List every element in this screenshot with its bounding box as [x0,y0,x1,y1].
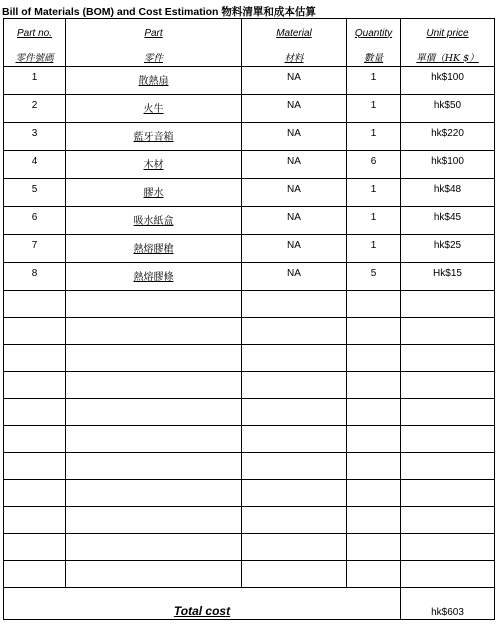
empty-cell [242,507,347,534]
empty-cell [347,345,401,372]
total-value: hk$603 [401,588,495,620]
table-row [4,179,495,207]
empty-cell [401,561,495,588]
quantity-cell: 1 [347,95,401,123]
header-quantity-zh: 數量 [347,47,401,67]
empty-cell [4,399,66,426]
total-row [4,588,495,620]
part-name-cell: 藍牙音箱 [66,123,242,151]
header-unit-price: Unit price [401,19,495,48]
header-material: Material [242,19,347,48]
document-title: Bill of Materials (BOM) and Cost Estimation 物料清單和成本估算 [2,6,316,18]
empty-cell [347,507,401,534]
empty-cell [401,372,495,399]
empty-cell [4,345,66,372]
empty-cell [242,318,347,345]
unit-price-cell: hk$100 [401,151,495,179]
table-row [4,67,495,95]
empty-cell [347,534,401,561]
empty-cell [66,480,242,507]
empty-cell [347,480,401,507]
table-row [4,235,495,263]
empty-cell [347,453,401,480]
empty-cell [401,318,495,345]
empty-cell [66,399,242,426]
part-name-cell: 火牛 [66,95,242,123]
material-cell: NA [242,179,347,207]
quantity-cell: 1 [347,179,401,207]
part-no-cell: 7 [4,235,66,263]
empty-cell [242,426,347,453]
part-no-cell: 2 [4,95,66,123]
empty-row [4,345,495,372]
empty-cell [4,507,66,534]
empty-cell [401,426,495,453]
part-name-cell: 木材 [66,151,242,179]
empty-cell [347,399,401,426]
unit-price-cell: hk$25 [401,235,495,263]
part-name-cell: 吸水紙盒 [66,207,242,235]
part-name-cell: 熱熔膠槍 [66,235,242,263]
empty-row [4,480,495,507]
empty-cell [4,318,66,345]
header-part-zh: 零件 [66,47,242,67]
material-cell: NA [242,151,347,179]
empty-row [4,561,495,588]
unit-price-cell: hk$50 [401,95,495,123]
empty-cell [401,399,495,426]
empty-row [4,318,495,345]
empty-cell [347,291,401,318]
empty-cell [66,507,242,534]
empty-cell [242,291,347,318]
header-part: Part [66,19,242,48]
material-cell: NA [242,123,347,151]
empty-cell [66,372,242,399]
empty-cell [4,453,66,480]
empty-row [4,291,495,318]
part-no-cell: 6 [4,207,66,235]
empty-cell [4,534,66,561]
table-row [4,123,495,151]
material-cell: NA [242,207,347,235]
empty-cell [401,480,495,507]
empty-cell [66,561,242,588]
quantity-cell: 1 [347,123,401,151]
unit-price-cell: hk$45 [401,207,495,235]
total-label-cell [4,588,401,620]
empty-cell [4,561,66,588]
empty-row [4,426,495,453]
empty-cell [4,426,66,453]
empty-row [4,534,495,561]
empty-cell [401,507,495,534]
material-cell: NA [242,95,347,123]
table-row [4,263,495,291]
empty-cell [66,426,242,453]
empty-row [4,399,495,426]
unit-price-cell: Hk$15 [401,263,495,291]
table-row [4,95,495,123]
unit-price-cell: hk$48 [401,179,495,207]
empty-cell [242,372,347,399]
part-no-cell: 1 [4,67,66,95]
bom-table [3,18,495,620]
table-row [4,151,495,179]
empty-cell [401,453,495,480]
empty-cell [66,345,242,372]
empty-cell [66,534,242,561]
part-name-cell: 膠水 [66,179,242,207]
empty-row [4,372,495,399]
empty-cell [401,291,495,318]
empty-cell [242,399,347,426]
part-no-cell: 3 [4,123,66,151]
header-row-english [4,19,495,48]
quantity-cell: 1 [347,207,401,235]
unit-price-cell: hk$100 [401,67,495,95]
empty-cell [347,561,401,588]
empty-cell [347,318,401,345]
empty-row [4,453,495,480]
quantity-cell: 1 [347,235,401,263]
material-cell: NA [242,67,347,95]
material-cell: NA [242,263,347,291]
empty-cell [347,426,401,453]
part-no-cell: 5 [4,179,66,207]
empty-cell [347,372,401,399]
empty-cell [66,453,242,480]
header-quantity: Quantity [347,19,401,48]
empty-cell [4,480,66,507]
empty-cell [242,345,347,372]
empty-cell [401,345,495,372]
quantity-cell: 6 [347,151,401,179]
empty-cell [4,291,66,318]
header-part-no-zh: 零件號碼 [4,47,66,67]
empty-cell [66,318,242,345]
header-unit-price-zh: 單價（HK $） [401,47,495,67]
part-no-cell: 4 [4,151,66,179]
total-label: Total cost [173,604,231,618]
quantity-cell: 5 [347,263,401,291]
part-name-cell: 散熱扇 [66,67,242,95]
empty-cell [242,453,347,480]
empty-cell [401,534,495,561]
part-name-cell: 熱熔膠條 [66,263,242,291]
empty-row [4,507,495,534]
unit-price-cell: hk$220 [401,123,495,151]
header-row-chinese [4,47,495,67]
empty-cell [242,480,347,507]
empty-cell [4,372,66,399]
empty-cell [242,534,347,561]
empty-cell [66,291,242,318]
header-part-no: Part no. [4,19,66,48]
material-cell: NA [242,235,347,263]
quantity-cell: 1 [347,67,401,95]
table-row [4,207,495,235]
part-no-cell: 8 [4,263,66,291]
empty-cell [242,561,347,588]
header-material-zh: 材料 [242,47,347,67]
